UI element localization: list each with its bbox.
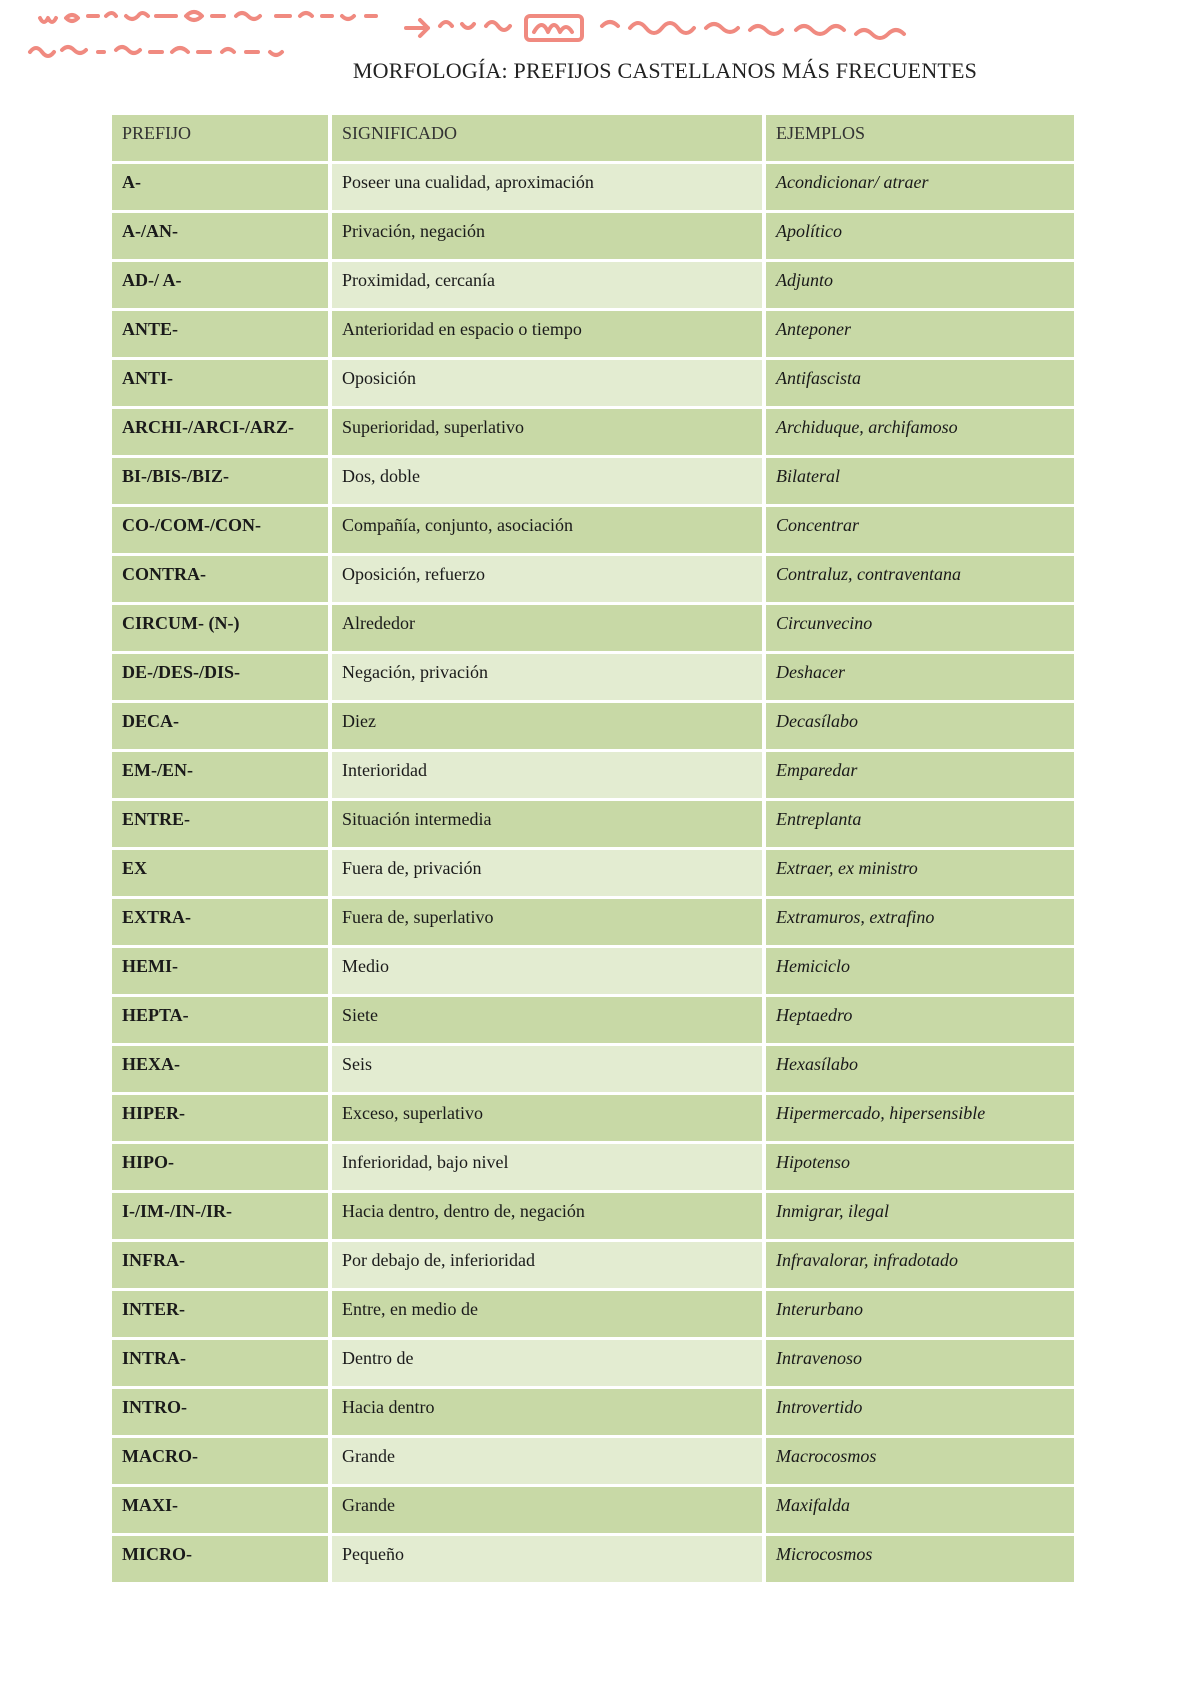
table-row	[112, 703, 1074, 752]
prefix-cell: INTRA-	[112, 1340, 332, 1389]
table-row	[112, 1340, 1074, 1389]
example-cell: Antifascista	[766, 360, 1074, 409]
prefix-cell: EXTRA-	[112, 899, 332, 948]
example-cell: Extramuros, extrafino	[766, 899, 1074, 948]
prefix-cell: HIPO-	[112, 1144, 332, 1193]
example-cell: Macrocosmos	[766, 1438, 1074, 1487]
header-ejemplos: EJEMPLOS	[766, 115, 1074, 164]
prefix-cell: ENTRE-	[112, 801, 332, 850]
table-row	[112, 262, 1074, 311]
table-row	[112, 409, 1074, 458]
table-row	[112, 556, 1074, 605]
prefix-cell: MICRO-	[112, 1536, 332, 1585]
meaning-cell: Interioridad	[332, 752, 766, 801]
table-row	[112, 458, 1074, 507]
example-cell: Entreplanta	[766, 801, 1074, 850]
meaning-cell: Superioridad, superlativo	[332, 409, 766, 458]
table-row	[112, 1487, 1074, 1536]
meaning-cell: Fuera de, superlativo	[332, 899, 766, 948]
example-cell: Acondicionar/ atraer	[766, 164, 1074, 213]
table-row	[112, 213, 1074, 262]
prefix-table	[112, 115, 1074, 1585]
meaning-cell: Siete	[332, 997, 766, 1046]
meaning-cell: Situación intermedia	[332, 801, 766, 850]
table-row	[112, 1144, 1074, 1193]
prefix-cell: I-/IM-/IN-/IR-	[112, 1193, 332, 1242]
table-row	[112, 850, 1074, 899]
table-row	[112, 1046, 1074, 1095]
table-row	[112, 1193, 1074, 1242]
example-cell: Hipotenso	[766, 1144, 1074, 1193]
meaning-cell: Pequeño	[332, 1536, 766, 1585]
example-cell: Microcosmos	[766, 1536, 1074, 1585]
prefix-cell: ANTE-	[112, 311, 332, 360]
prefix-cell: HEXA-	[112, 1046, 332, 1095]
example-cell: Concentrar	[766, 507, 1074, 556]
meaning-cell: Proximidad, cercanía	[332, 262, 766, 311]
meaning-cell: Privación, negación	[332, 213, 766, 262]
table-row	[112, 1095, 1074, 1144]
meaning-cell: Anterioridad en espacio o tiempo	[332, 311, 766, 360]
table-row	[112, 948, 1074, 997]
example-cell: Interurbano	[766, 1291, 1074, 1340]
table-header-row	[112, 115, 1074, 164]
meaning-cell: Por debajo de, inferioridad	[332, 1242, 766, 1291]
prefix-cell: HEMI-	[112, 948, 332, 997]
example-cell: Heptaedro	[766, 997, 1074, 1046]
table-row	[112, 752, 1074, 801]
example-cell: Deshacer	[766, 654, 1074, 703]
example-cell: Anteponer	[766, 311, 1074, 360]
meaning-cell: Grande	[332, 1487, 766, 1536]
header-prefijo: PREFIJO	[112, 115, 332, 164]
meaning-cell: Hacia dentro, dentro de, negación	[332, 1193, 766, 1242]
prefix-cell: INFRA-	[112, 1242, 332, 1291]
table-row	[112, 1389, 1074, 1438]
prefix-cell: AD-/ A-	[112, 262, 332, 311]
table-row	[112, 1242, 1074, 1291]
prefix-cell: INTRO-	[112, 1389, 332, 1438]
example-cell: Emparedar	[766, 752, 1074, 801]
example-cell: Introvertido	[766, 1389, 1074, 1438]
prefix-cell: HIPER-	[112, 1095, 332, 1144]
table-row	[112, 360, 1074, 409]
meaning-cell: Dentro de	[332, 1340, 766, 1389]
table-row	[112, 1536, 1074, 1585]
table-row	[112, 899, 1074, 948]
meaning-cell: Dos, doble	[332, 458, 766, 507]
prefix-cell: CO-/COM-/CON-	[112, 507, 332, 556]
header-significado: SIGNIFICADO	[332, 115, 766, 164]
prefix-cell: HEPTA-	[112, 997, 332, 1046]
prefix-cell: MAXI-	[112, 1487, 332, 1536]
prefix-cell: DE-/DES-/DIS-	[112, 654, 332, 703]
prefix-cell: ARCHI-/ARCI-/ARZ-	[112, 409, 332, 458]
example-cell: Hipermercado, hipersensible	[766, 1095, 1074, 1144]
example-cell: Apolítico	[766, 213, 1074, 262]
table-row	[112, 1438, 1074, 1487]
prefix-cell: A-	[112, 164, 332, 213]
meaning-cell: Grande	[332, 1438, 766, 1487]
table-row	[112, 801, 1074, 850]
meaning-cell: Exceso, superlativo	[332, 1095, 766, 1144]
meaning-cell: Poseer una cualidad, aproximación	[332, 164, 766, 213]
prefix-cell: A-/AN-	[112, 213, 332, 262]
table-row	[112, 1291, 1074, 1340]
table-row	[112, 654, 1074, 703]
example-cell: Circunvecino	[766, 605, 1074, 654]
meaning-cell: Alrededor	[332, 605, 766, 654]
prefix-cell: INTER-	[112, 1291, 332, 1340]
example-cell: Decasílabo	[766, 703, 1074, 752]
example-cell: Inmigrar, ilegal	[766, 1193, 1074, 1242]
example-cell: Hemiciclo	[766, 948, 1074, 997]
example-cell: Extraer, ex ministro	[766, 850, 1074, 899]
meaning-cell: Seis	[332, 1046, 766, 1095]
table-body	[112, 164, 1074, 1585]
meaning-cell: Entre, en medio de	[332, 1291, 766, 1340]
meaning-cell: Medio	[332, 948, 766, 997]
example-cell: Hexasílabo	[766, 1046, 1074, 1095]
meaning-cell: Negación, privación	[332, 654, 766, 703]
page-title: MORFOLOGÍA: PREFIJOS CASTELLANOS MÁS FRECUENTES	[352, 58, 978, 83]
meaning-cell: Oposición, refuerzo	[332, 556, 766, 605]
table-row	[112, 164, 1074, 213]
prefix-cell: CIRCUM- (N-)	[112, 605, 332, 654]
example-cell: Maxifalda	[766, 1487, 1074, 1536]
prefix-cell: BI-/BIS-/BIZ-	[112, 458, 332, 507]
example-cell: Bilateral	[766, 458, 1074, 507]
meaning-cell: Compañía, conjunto, asociación	[332, 507, 766, 556]
prefix-cell: CONTRA-	[112, 556, 332, 605]
meaning-cell: Fuera de, privación	[332, 850, 766, 899]
prefix-cell: EX	[112, 850, 332, 899]
prefix-cell: DECA-	[112, 703, 332, 752]
meaning-cell: Oposición	[332, 360, 766, 409]
prefix-cell: ANTI-	[112, 360, 332, 409]
example-cell: Adjunto	[766, 262, 1074, 311]
example-cell: Contraluz, contraventana	[766, 556, 1074, 605]
prefix-cell: EM-/EN-	[112, 752, 332, 801]
table-row	[112, 311, 1074, 360]
prefix-cell: MACRO-	[112, 1438, 332, 1487]
meaning-cell: Hacia dentro	[332, 1389, 766, 1438]
meaning-cell: Inferioridad, bajo nivel	[332, 1144, 766, 1193]
table-row	[112, 605, 1074, 654]
table-row	[112, 507, 1074, 556]
table-row	[112, 997, 1074, 1046]
example-cell: Intravenoso	[766, 1340, 1074, 1389]
example-cell: Archiduque, archifamoso	[766, 409, 1074, 458]
meaning-cell: Diez	[332, 703, 766, 752]
example-cell: Infravalorar, infradotado	[766, 1242, 1074, 1291]
